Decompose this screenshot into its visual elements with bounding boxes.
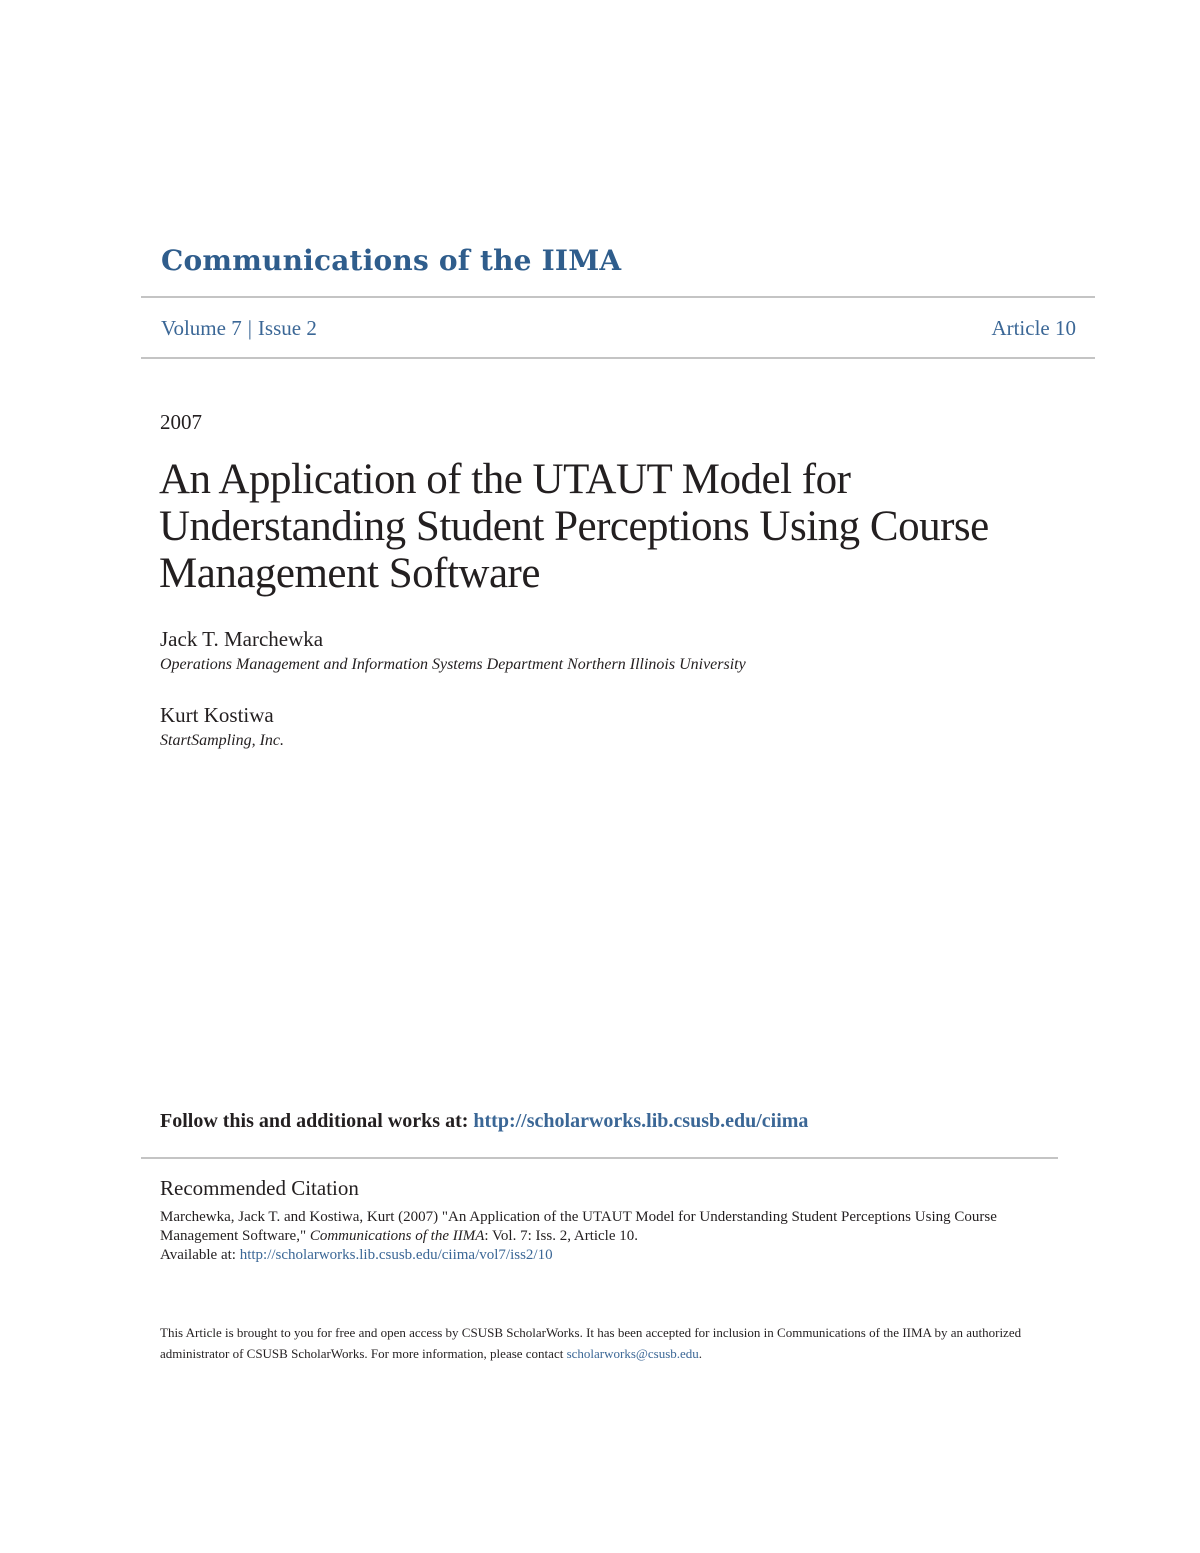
- volume-issue: [161, 316, 317, 341]
- available-at-label: Available at:: [160, 1247, 236, 1263]
- issue-link[interactable]: Issue 2: [257, 316, 317, 340]
- article-number-link[interactable]: Article 10: [991, 316, 1076, 340]
- recommended-citation-heading: Recommended Citation: [160, 1176, 359, 1200]
- author-name-1: Jack T. Marchewka: [160, 627, 324, 651]
- notice-text: This Article is brought to you for free and open access by CSUSB ScholarWorks. It has been accepted for inclusion in Communications of the IIMA by an authorized administrator of CSUSB ScholarWorks. For more information, please contact: [160, 1325, 1022, 1361]
- citation-journal: Communications of the IIMA: [309, 1228, 485, 1244]
- citation-text: [160, 1208, 1060, 1265]
- follow-label: Follow this and additional works at:: [160, 1110, 469, 1132]
- citation-body: Marchewka, Jack T. and Kostiwa, Kurt (2007) "An Application of the UTAUT Model for Understanding Student Perceptions Using Course Management Software,": [160, 1209, 997, 1244]
- citation-volume: : Vol. 7: Iss. 2, Article 10.: [484, 1228, 639, 1244]
- follow-url-link[interactable]: http://scholarworks.lib.csusb.edu/ciima: [473, 1110, 809, 1132]
- journal-title[interactable]: Communications of the IIMA: [161, 244, 622, 277]
- volume-issue-separator: |: [247, 316, 252, 340]
- publication-year: 2007: [160, 410, 202, 434]
- contact-email-link[interactable]: scholarworks@csusb.edu: [566, 1346, 699, 1361]
- second-divider: [141, 357, 1095, 359]
- article-title: An Application of the UTAUT Model for Understanding Student Perceptions Using Course Management Software: [159, 456, 989, 597]
- author-affiliation-1: Operations Management and Information Systems Department Northern Illinois University: [160, 656, 746, 673]
- top-divider: [141, 296, 1095, 298]
- notice-end: .: [698, 1346, 703, 1361]
- volume-link[interactable]: Volume 7: [161, 316, 242, 340]
- author-affiliation-2: StartSampling, Inc.: [160, 732, 284, 749]
- citation-divider: [141, 1157, 1058, 1159]
- access-notice: [160, 1322, 1060, 1364]
- follow-line: [160, 1110, 808, 1133]
- available-at-link[interactable]: http://scholarworks.lib.csusb.edu/ciima/vol7/iss2/10: [239, 1247, 553, 1263]
- author-name-2: Kurt Kostiwa: [160, 703, 274, 727]
